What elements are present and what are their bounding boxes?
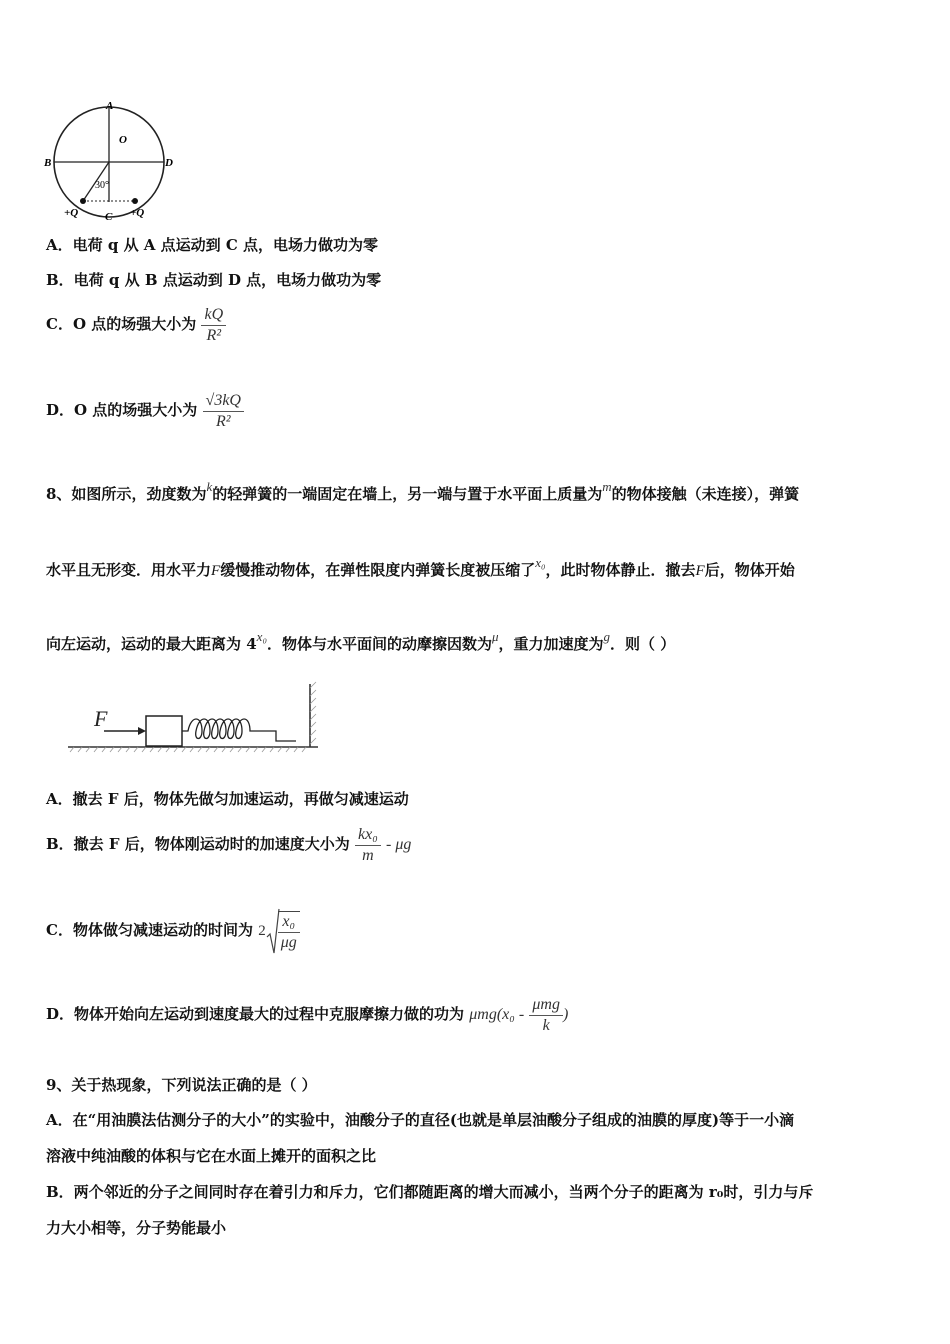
q8-option-b-denominator: m (355, 845, 381, 866)
q8-option-b-text: B．撤去 F 后，物体刚运动时的加速度大小为 (46, 835, 350, 853)
circle-charge-figure (40, 98, 180, 226)
q7-option-c-denominator: R² (201, 325, 226, 346)
label-angle: 30° (95, 180, 109, 191)
force-arrow-head (138, 727, 146, 735)
q8-option-b-fraction (355, 825, 381, 866)
q7-option-c-numerator: kQ (204, 305, 224, 323)
q8-option-d-tail: ) (562, 1006, 569, 1023)
q8-option-d-text: D．物体开始向左运动到速度最大的过程中克服摩擦力做的功为 (46, 1005, 465, 1023)
q7-option-d-denominator: R² (203, 411, 244, 432)
q7-option-a: A．电荷 q 从 A 点运动到 C 点，电场力做功为零 (46, 236, 379, 254)
q8-text: 的轻弹簧的一端固定在墙上，另一端与置于水平面上质量为 (212, 485, 603, 503)
q9-stem: 9、关于热现象，下列说法正确的是（ ） (46, 1076, 317, 1094)
var-x0: x₀ (535, 555, 546, 570)
q8-option-b-tail: - μg (386, 836, 412, 853)
q9-option-b-line1: B．两个邻近的分子之间同时存在着引力和斥力，它们都随距离的增大而减小，当两个分子的距离为 r₀时，引力与斥 (46, 1183, 814, 1201)
var-g: g (603, 629, 611, 644)
q8-option-c-radical (266, 907, 300, 955)
spring-block-figure (64, 678, 326, 754)
q8-text: 8、如图所示，劲度数为 (46, 485, 207, 503)
q8-option-a: A．撤去 F 后，物体先做匀加速运动，再做匀减速运动 (46, 790, 409, 808)
q8-text: 后，物体开始 (704, 561, 795, 579)
right-charge-dot (132, 198, 138, 204)
q7-option-b: B．电荷 q 从 B 点运动到 D 点，电场力做功为零 (46, 271, 382, 289)
left-charge-dot (80, 198, 86, 204)
q7-option-d-fraction (203, 391, 244, 432)
q7-option-c-fraction (201, 305, 226, 346)
q8-text: ．物体与水平面间的动摩擦因数为 (266, 635, 492, 653)
q8-text: ，此时物体静止．撤去 (545, 561, 696, 579)
q8-option-d (46, 994, 568, 1036)
var-x0-2: x₀ (256, 629, 267, 644)
q8-option-c-text: C．物体做匀减速运动的时间为 (46, 921, 253, 939)
q8-option-d-denominator: k (529, 1015, 563, 1036)
label-C: C (105, 211, 113, 223)
label-O: O (119, 134, 127, 146)
var-F: F (211, 563, 221, 579)
q8-option-c (46, 906, 300, 955)
label-right-charge: +Q (130, 207, 145, 219)
q7-option-c (46, 304, 226, 346)
q7-option-d (46, 390, 244, 432)
q8-text: 水平且无形变．用水平力 (46, 561, 212, 579)
var-mu: μ (491, 629, 499, 644)
q8-text: ．则（ ） (610, 635, 676, 653)
q8-option-c-coef: 2 (258, 923, 266, 939)
spring-coil (182, 719, 296, 741)
q8-text: 的物体接触（未连接），弹簧 (611, 485, 800, 503)
q8-text: 缓慢推动物体，在弹性限度内弹簧长度被压缩了 (220, 561, 536, 579)
label-F: F (94, 706, 108, 731)
q8-option-d-numerator: μmg (532, 995, 560, 1013)
var-k: k (206, 479, 213, 494)
q7-option-d-text: D．O 点的场强大小为 (46, 401, 198, 419)
block (146, 716, 182, 746)
q7-option-d-numerator: √3kQ (205, 391, 241, 409)
label-D: D (165, 157, 173, 169)
q8-option-d-fraction (529, 995, 563, 1036)
var-F-2: F (695, 563, 705, 579)
q8-stem-line2 (46, 555, 795, 581)
sqrt-sign-icon (266, 907, 280, 957)
q8-option-c-numerator: x₀ (282, 913, 296, 930)
q7-option-c-text: C．O 点的场强大小为 (46, 315, 197, 333)
q8-stem-line3 (46, 629, 676, 655)
var-m: m (602, 479, 612, 494)
wall-hatching (310, 682, 316, 744)
q8-text: ，重力加速度为 (498, 635, 604, 653)
label-B: B (44, 157, 52, 169)
q9-option-b-line2: 力大小相等，分子势能最小 (46, 1219, 227, 1237)
q9-option-a-line1: A．在“用油膜法估测分子的大小”的实验中，油酸分子的直径(也就是单层油酸分子组成的油膜的厚度)等于一小滴 (46, 1111, 795, 1129)
q8-option-b (46, 824, 411, 866)
q8-option-b-numerator: kx₀ (358, 825, 378, 843)
label-A: A (106, 100, 114, 112)
label-left-charge: +Q (64, 207, 79, 219)
q8-text: 向左运动，运动的最大距离为 4 (46, 635, 257, 653)
q8-option-d-head: μmg(x₀ - (469, 1006, 525, 1023)
q8-stem-line1 (46, 479, 800, 505)
q8-option-c-denominator: μg (278, 932, 300, 953)
q9-option-a-line2: 溶液中纯油酸的体积与它在水面上摊开的面积之比 (46, 1147, 377, 1165)
q8-option-c-fraction (278, 911, 300, 953)
